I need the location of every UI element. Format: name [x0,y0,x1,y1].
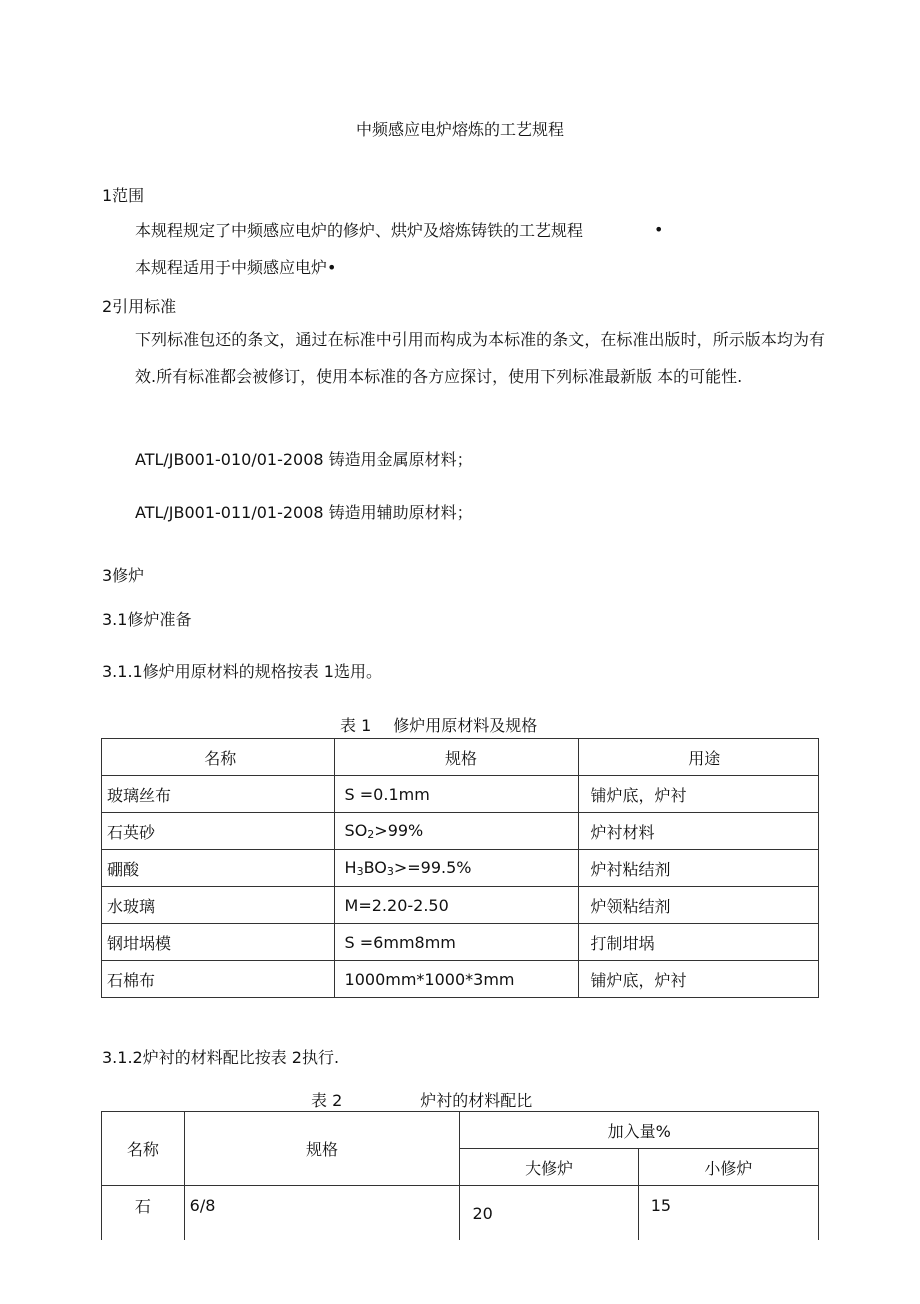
section-2-heading: 2引用标准 [102,297,177,316]
table-row [102,887,819,924]
table-cell-spec: S =0.1mm [334,776,578,813]
table-cell-name: 石英砂 [102,813,335,850]
table-1 [101,738,819,998]
table-2-caption [311,1088,532,1111]
spec-subscript: 2 [367,828,375,841]
table-cell-use: 炉领粘结剂 [578,887,819,924]
table-cell-small-repair: 15 [638,1186,818,1241]
reference-2: ATL/JB001-011/01-2008 铸造用辅助原材料； [135,503,473,522]
table-1-header-spec: 规格 [334,739,578,776]
table-cell-spec: M=2.20-2.50 [334,887,578,924]
table-cell-use: 铺炉底，炉衬 [578,776,819,813]
table-row [102,813,819,850]
table-2-caption-number: 表 2 [311,1091,343,1110]
table-cell-spec [334,850,578,887]
table-1-header-name: 名称 [102,739,335,776]
table-cell-name: 石 [102,1186,185,1241]
table-cell-spec: S =6mm8mm [334,924,578,961]
section-1-paragraph-2: 本规程适用于中频感应电炉• [135,258,337,277]
spec-part: BO [363,858,387,877]
table-cell-use: 铺炉底，炉衬 [578,961,819,998]
section-1-bullet-mark: • [654,220,664,239]
table-cell-name: 钢坩埚模 [102,924,335,961]
table-1-caption [340,713,537,736]
section-3-1-2-text: 3.1.2炉衬的材料配比按表 2执行. [102,1048,340,1067]
spec-part: SO [344,821,368,840]
table-cell-spec: 6/8 [184,1186,460,1241]
spec-part: >99% [374,821,424,840]
table-1-header-use: 用途 [578,739,819,776]
table-row [102,924,819,961]
table-cell-name: 玻璃丝布 [102,776,335,813]
section-2-paragraph: 下列标准包还的条文，通过在标准中引用而构成为本标准的条文，在标准出版时，所示版本均为有效.所有标准都会被修订，使用本标准的各方应探讨，使用下列标准最新版 本的可能性. [135,330,825,386]
page-title: 中频感应电炉熔炼的工艺规程 [355,120,564,139]
section-3-1-1-text: 3.1.1修炉用原材料的规格按表 1选用。 [102,662,382,681]
table-row [102,1186,819,1241]
table-2-header-name: 名称 [102,1112,185,1186]
table-cell-big-repair: 20 [460,1186,638,1241]
table-2-header-big-repair: 大修炉 [460,1149,638,1186]
section-3-1-heading: 3.1修炉准备 [102,610,192,629]
spec-part: >=99.5% [393,858,472,877]
table-2 [101,1111,819,1240]
table-1-header-row [102,739,819,776]
table-2-header-small-repair: 小修炉 [638,1149,818,1186]
spec-subscript: 3 [356,865,364,878]
table-1-caption-title: 修炉用原材料及规格 [393,716,538,735]
table-cell-use: 炉衬粘结剂 [578,850,819,887]
spec-part: H [344,858,357,877]
table-row [102,850,819,887]
table-2-header-amount: 加入量% [460,1112,819,1149]
table-cell-use: 炉衬材料 [578,813,819,850]
table-2-header-spec: 规格 [184,1112,460,1186]
table-2-header-row [102,1112,819,1149]
table-cell-spec [334,813,578,850]
table-cell-name: 水玻璃 [102,887,335,924]
reference-1: ATL/JB001-010/01-2008 铸造用金属原材料； [135,450,473,469]
section-1-paragraph-1: 本规程规定了中频感应电炉的修炉、烘炉及熔炼铸铁的工艺规程 [135,221,584,240]
section-3-heading: 3修炉 [102,566,145,585]
spec-subscript: 3 [386,865,394,878]
table-2-caption-title: 炉衬的材料配比 [420,1091,533,1110]
table-cell-name: 石棉布 [102,961,335,998]
table-1-caption-number: 表 1 [340,716,372,735]
section-1-heading: 1范围 [102,186,145,205]
table-cell-spec: 1000mm*1000*3mm [334,961,578,998]
table-row [102,776,819,813]
table-cell-use: 打制坩埚 [578,924,819,961]
table-cell-name: 硼酸 [102,850,335,887]
table-row [102,961,819,998]
